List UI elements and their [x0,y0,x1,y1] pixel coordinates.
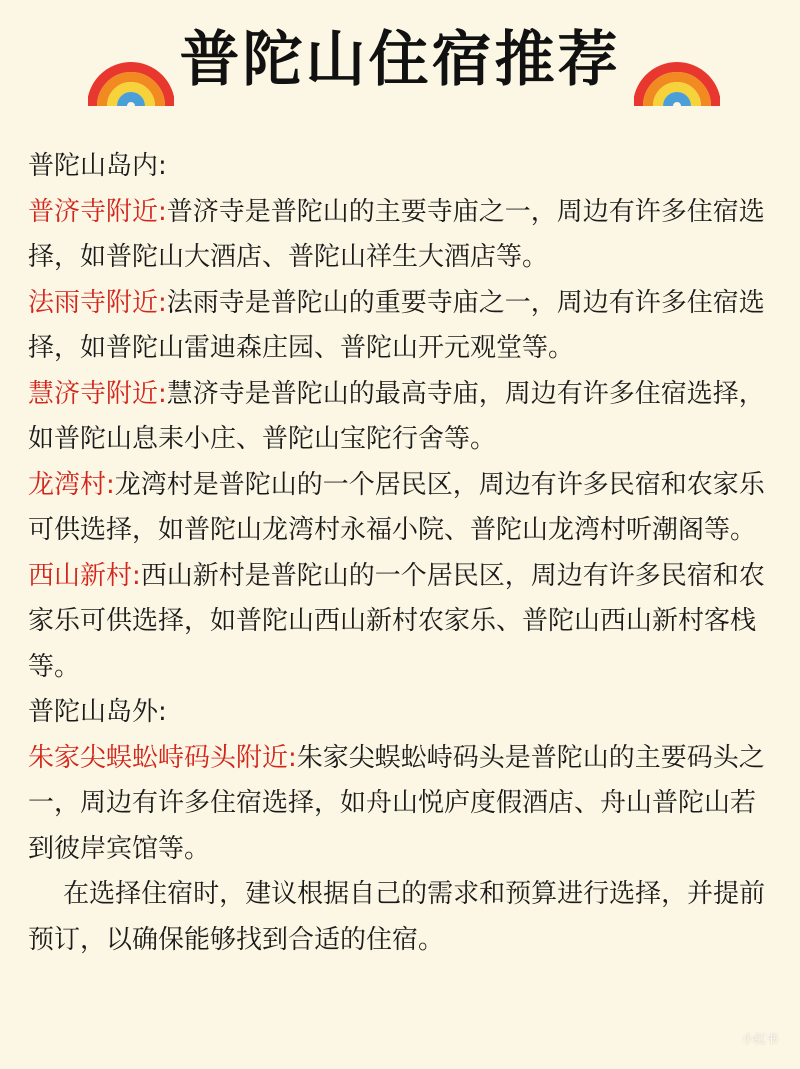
area-description: 普济寺是普陀山的主要寺庙之一，周边有许多住宿选择，如普陀山大酒店、普陀山祥生大酒店等。 [28,196,765,272]
area-label: 龙湾村: [28,469,115,500]
area-description: 法雨寺是普陀山的重要寺庙之一，周边有许多住宿选择，如普陀山雷迪森庄园、普陀山开元观堂等。 [28,287,765,363]
hotel-area-item [28,281,778,372]
area-description: 西山新村是普陀山的一个居民区，周边有许多民宿和农家乐可供选择，如普陀山西山新村农家乐、普陀山西山新村客栈等。 [28,560,765,682]
hotel-area-item [28,736,778,873]
area-label: 西山新村: [28,560,141,591]
area-description: 龙湾村是普陀山的一个居民区，周边有许多民宿和农家乐可供选择，如普陀山龙湾村永福小院、普陀山龙湾村听潮阁等。 [28,469,765,545]
closing-paragraph: 在选择住宿时，建议根据自己的需求和预算进行选择，并提前预订，以确保能够找到合适的住宿。 [28,879,766,955]
section-heading: 普陀山岛内: [28,151,167,181]
area-label: 慧济寺附近: [28,378,167,409]
area-label: 朱家尖蜈蚣峙码头附近: [28,742,297,773]
hotel-area-item [28,372,778,463]
area-description: 慧济寺是普陀山的最高寺庙，周边有许多住宿选择，如普陀山息耒小庄、普陀山宝陀行舍等。 [28,378,765,454]
section-heading: 普陀山岛外: [28,697,167,727]
watermark: 小红书 [741,1032,778,1046]
article-body [28,144,778,963]
area-description: 朱家尖蜈蚣峙码头是普陀山的主要码头之一，周边有许多住宿选择，如舟山悦庐度假酒店、舟山普陀山若到彼岸宾馆等。 [28,742,765,864]
hotel-area-item [28,463,778,554]
hotel-area-item [28,190,778,281]
page-title: 普陀山住宿推荐 [179,25,621,95]
header [0,14,800,114]
area-label: 法雨寺附近: [28,287,167,318]
rainbow-icon [634,26,720,106]
area-label: 普济寺附近: [28,196,167,227]
hotel-area-item [28,554,778,691]
